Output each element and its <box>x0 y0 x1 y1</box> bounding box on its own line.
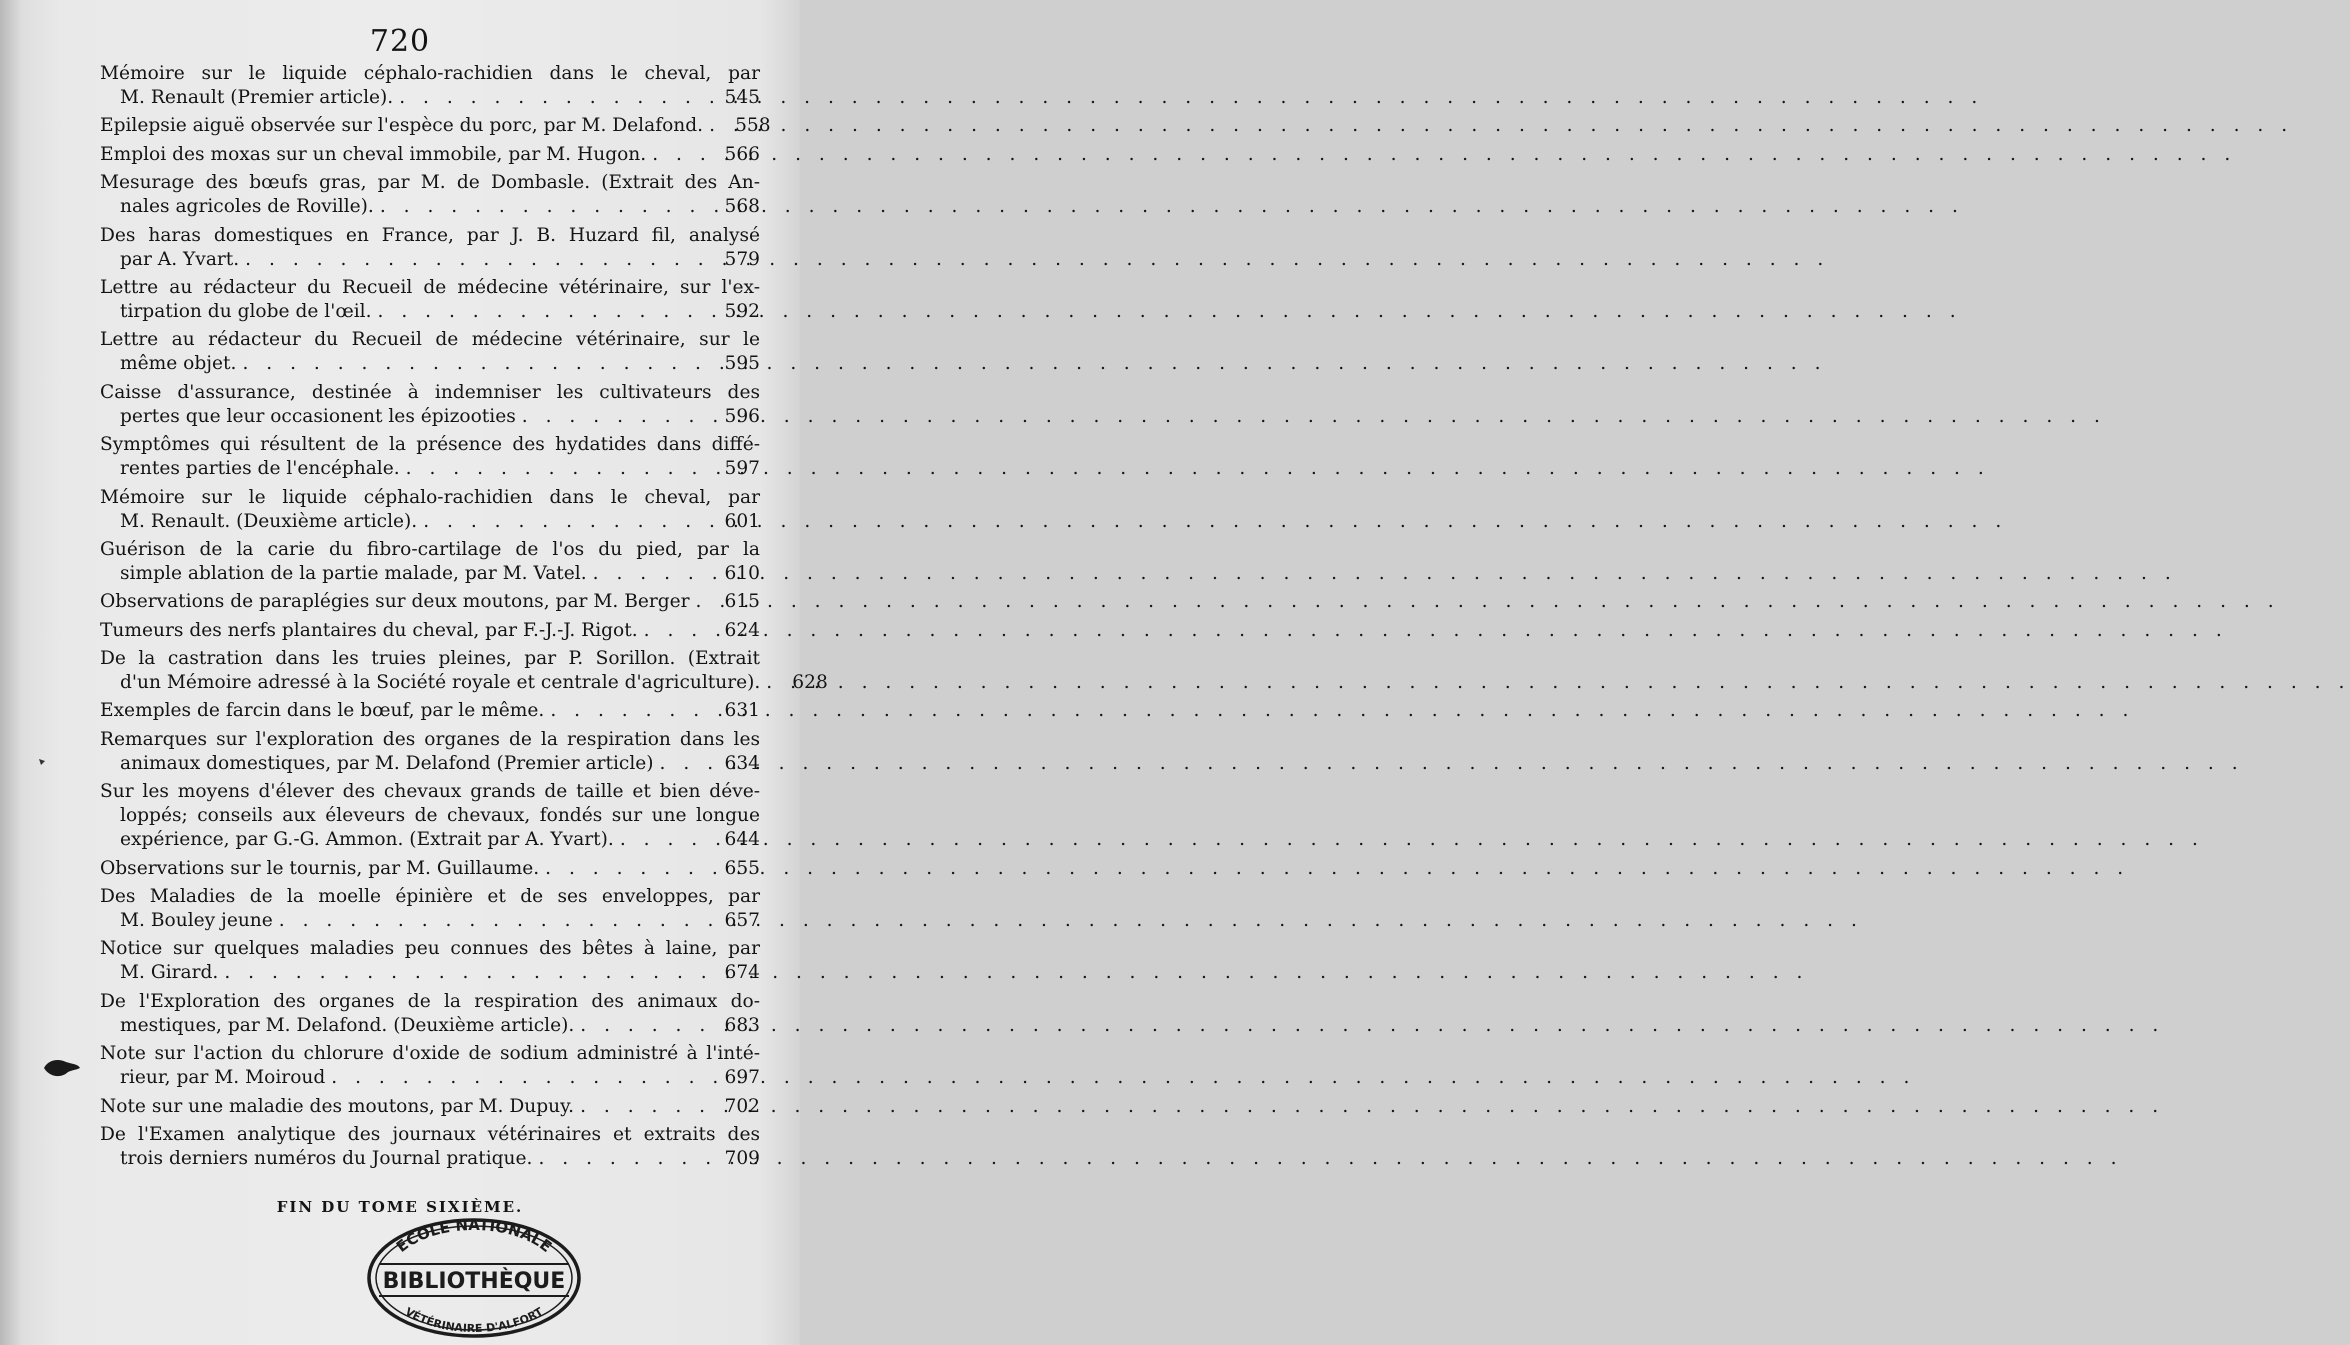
toc-entry-text: rentes parties de l'encéphale. <box>120 458 400 480</box>
toc-entry-text: Mémoire sur le liquide céphalo-rachidien dans le cheval, par <box>100 486 760 508</box>
toc-page-number: 697 <box>724 1067 760 1089</box>
toc-entry-text: Observations de paraplégies sur deux moutons, par M. Berger <box>100 591 690 613</box>
toc-entry-text: d'un Mémoire adressé à la Société royale et centrale d'agriculture). <box>120 672 761 694</box>
toc-page-number: 610 <box>724 562 760 584</box>
toc-page-number: 631 <box>724 700 760 722</box>
toc-entry-last-line <box>100 510 760 534</box>
toc-entry-text: tirpation du globe de l'œil. <box>120 300 372 322</box>
leader-dots <box>587 562 719 586</box>
toc-entry-text: par A. Yvart. <box>120 248 240 270</box>
end-of-volume-note: FIN DU TOME SIXIÈME. <box>276 1198 524 1216</box>
toc-page-number: 566 <box>724 143 760 165</box>
toc-entry-text: M. Girard. <box>120 962 219 984</box>
toc-page-number: 683 <box>724 1014 760 1036</box>
toc-entry-text: Symptômes qui résultent de la présence des hydatides dans diffé- <box>100 434 760 456</box>
toc-page-number: 634 <box>724 752 760 774</box>
toc-entry-text: Observations sur le tournis, par M. Guillaume. <box>100 857 540 879</box>
toc-page-number: 579 <box>724 248 760 270</box>
leader-dots <box>325 1066 718 1090</box>
leader-dots <box>539 857 718 881</box>
toc-entry-text: M. Renault. (Deuxième article). <box>120 510 418 532</box>
toc-entry-text: Epilepsie aiguë observée sur l'espèce du porc, par M. Delafond. <box>100 115 704 137</box>
toc-entry-text: De l'Examen analytique des journaux vétérinaires et extraits des <box>100 1123 760 1145</box>
toc-page-number: 615 <box>724 591 760 613</box>
toc-entry <box>100 885 760 933</box>
leader-dots <box>654 752 719 776</box>
toc-entry-last-line <box>100 143 760 167</box>
leader-dots <box>273 909 719 933</box>
toc-page-number: 595 <box>724 353 760 375</box>
toc-entry-last-line <box>100 300 760 324</box>
page-number: 720 <box>369 24 431 59</box>
toc-page-number: 709 <box>724 1147 760 1169</box>
toc-entry-last-line <box>100 195 760 219</box>
toc-entry <box>100 486 760 534</box>
leader-dots <box>703 114 729 138</box>
toc-entry-text: Des Maladies de la moelle épinière et de ses enveloppes, par <box>100 886 760 908</box>
toc-entry-text: Remarques sur l'exploration des organes de la respiration dans les <box>100 728 760 750</box>
toc-entry <box>100 381 760 429</box>
leader-dots <box>646 143 718 167</box>
toc-entry-text: pertes que leur occasionent les épizooties <box>120 405 516 427</box>
toc-entry-text: Tumeurs des nerfs plantaires du cheval, par F.-J.-J. Rigot. <box>100 619 638 641</box>
toc-entry-text: même objet. <box>120 353 237 375</box>
leader-dots <box>372 300 719 324</box>
toc-entry <box>100 171 760 219</box>
leader-dots <box>516 405 719 429</box>
toc-page-number: 597 <box>724 458 760 480</box>
toc-page-number: 592 <box>724 300 760 322</box>
toc-entry-last-line <box>100 1095 760 1119</box>
toc-entry-last-line <box>100 114 771 138</box>
leader-dots <box>690 590 719 614</box>
svg-text:VÉTÉRINAIRE D'ALFORT: VÉTÉRINAIRE D'ALFORT <box>402 1305 546 1336</box>
toc-entry <box>100 990 760 1038</box>
leader-dots <box>574 1095 718 1119</box>
toc-entry-last-line <box>100 1066 760 1090</box>
toc-entry <box>100 937 760 985</box>
toc-entry <box>100 1095 760 1119</box>
toc-entry-text: Exemples de farcin dans le bœuf, par le même. <box>100 700 545 722</box>
toc-entry <box>100 433 760 481</box>
toc-entry-last-line <box>100 699 760 723</box>
toc-entry-text: De l'Exploration des organes de la respiration des animaux do- <box>100 990 760 1012</box>
toc-entry-text: M. Bouley jeune <box>120 910 273 932</box>
toc-page-number: 628 <box>792 672 828 694</box>
toc-entry-last-line <box>100 671 828 695</box>
pointing-hand-icon <box>42 1056 82 1080</box>
toc-entry-last-line <box>100 1147 760 1171</box>
leader-dots <box>417 510 718 534</box>
leader-dots <box>236 352 718 376</box>
toc-entry <box>100 143 760 167</box>
toc-entry-text: M. Renault (Premier article). <box>120 87 394 108</box>
toc-entry <box>100 62 760 110</box>
toc-page-number: 545 <box>724 87 760 108</box>
toc-entry-text: Lettre au rédacteur du Recueil de médecine vétérinaire, sur l'ex- <box>100 276 760 298</box>
toc-page-number: 596 <box>724 405 760 427</box>
leader-dots <box>760 671 786 695</box>
toc-entry-last-line <box>100 961 760 985</box>
toc-entry-text: De la castration dans les truies pleines, par P. Sorillon. (Extrait <box>100 648 760 670</box>
toc-entry-text: Note sur une maladie des moutons, par M. Dupuy. <box>100 1095 575 1117</box>
toc-entry-last-line <box>100 405 760 429</box>
toc-entry-last-line <box>100 828 760 852</box>
toc-page-number: 674 <box>724 962 760 984</box>
svg-text:ECOLE NATIONALE: ECOLE NATIONALE <box>392 1216 556 1256</box>
toc-entry-text: Caisse d'assurance, destinée à indemniser les cultivateurs des <box>100 381 760 403</box>
toc-entry <box>100 780 760 852</box>
leader-dots <box>574 1014 718 1038</box>
toc-entry <box>100 590 760 614</box>
leader-dots <box>239 248 718 272</box>
leader-dots <box>374 195 719 219</box>
toc-entry <box>100 857 760 881</box>
toc-entry-last-line <box>100 562 760 586</box>
table-of-contents <box>100 62 828 1175</box>
toc-page-number: 601 <box>724 510 760 532</box>
toc-entry-text: animaux domestiques, par M. Delafond (Premier article) <box>120 752 654 774</box>
toc-entry-last-line <box>100 1014 760 1038</box>
toc-entry <box>100 1042 760 1090</box>
leader-dots <box>614 828 719 852</box>
library-stamp <box>365 1216 583 1340</box>
toc-entry-text: Notice sur quelques maladies peu connues des bêtes à laine, par <box>100 938 760 960</box>
toc-page-number: 568 <box>724 196 760 218</box>
toc-page-number: 558 <box>735 115 771 137</box>
toc-page-number: 655 <box>724 857 760 879</box>
toc-entry-text: Guérison de la carie du fibro-cartilage de l'os du pied, par la <box>100 538 760 560</box>
toc-entry-last-line <box>100 248 760 272</box>
toc-entry-last-line <box>100 457 760 481</box>
toc-entry <box>100 538 760 586</box>
toc-entry-text: Mesurage des bœufs gras, par M. de Dombasle. (Extrait des An- <box>100 172 760 194</box>
toc-entry <box>100 647 828 695</box>
toc-entry-text: Sur les moyens d'élever des chevaux grands de taille et bien déve- <box>100 781 760 803</box>
toc-entry-last-line <box>100 590 760 614</box>
toc-entry-text: rieur, par M. Moiroud <box>120 1067 326 1089</box>
book-page <box>0 0 828 1345</box>
toc-page-number: 702 <box>724 1095 760 1117</box>
toc-page-number: 657 <box>724 910 760 932</box>
toc-entry-text: loppés; conseils aux éleveurs de chevaux, fondés sur une longue <box>120 805 760 827</box>
leader-dots <box>638 619 719 643</box>
toc-entry-text: mestiques, par M. Delafond. (Deuxième article). <box>120 1014 575 1036</box>
svg-text:BIBLIOTHÈQUE: BIBLIOTHÈQUE <box>382 1269 566 1294</box>
margin-tick-icon <box>38 756 48 766</box>
leader-dots <box>532 1147 718 1171</box>
leader-dots <box>218 961 718 985</box>
toc-entry-text: Emploi des moxas sur un cheval immobile, par M. Hugon. <box>100 143 647 165</box>
toc-entry-text: Note sur l'action du chlorure d'oxide de sodium administré à l'inté- <box>100 1043 760 1065</box>
toc-entry-text: nales agricoles de Roville). <box>120 196 374 218</box>
toc-entry <box>100 328 760 376</box>
leader-dots <box>400 457 719 481</box>
toc-entry-text: trois derniers numéros du Journal pratique. <box>120 1147 533 1169</box>
toc-entry-last-line <box>100 909 760 933</box>
toc-entry-last-line <box>100 352 760 376</box>
toc-entry <box>100 1123 760 1171</box>
toc-entry-last-line <box>100 86 760 110</box>
toc-entry-last-line <box>100 619 760 643</box>
toc-entry-text: Lettre au rédacteur du Recueil de médecine vétérinaire, sur le <box>100 329 760 351</box>
toc-entry <box>100 276 760 324</box>
toc-page-number: 624 <box>724 619 760 641</box>
toc-entry <box>100 619 760 643</box>
toc-entry-last-line <box>100 857 760 881</box>
toc-entry <box>100 699 760 723</box>
toc-entry-text: Des haras domestiques en France, par J. B. Huzard fil, analysé <box>100 224 760 246</box>
toc-entry-text: Mémoire sur le liquide céphalo-rachidien dans le cheval, par <box>100 63 760 84</box>
toc-entry-text: expérience, par G.-G. Ammon. (Extrait par A. Yvart). <box>120 829 614 851</box>
leader-dots <box>544 699 718 723</box>
toc-entry-text: simple ablation de la partie malade, par M. Vatel. <box>120 562 587 584</box>
toc-entry <box>100 224 760 272</box>
toc-entry-last-line <box>100 752 760 776</box>
toc-entry <box>100 114 771 138</box>
toc-page-number: 644 <box>724 829 760 851</box>
leader-dots <box>393 86 718 110</box>
toc-entry <box>100 728 760 776</box>
